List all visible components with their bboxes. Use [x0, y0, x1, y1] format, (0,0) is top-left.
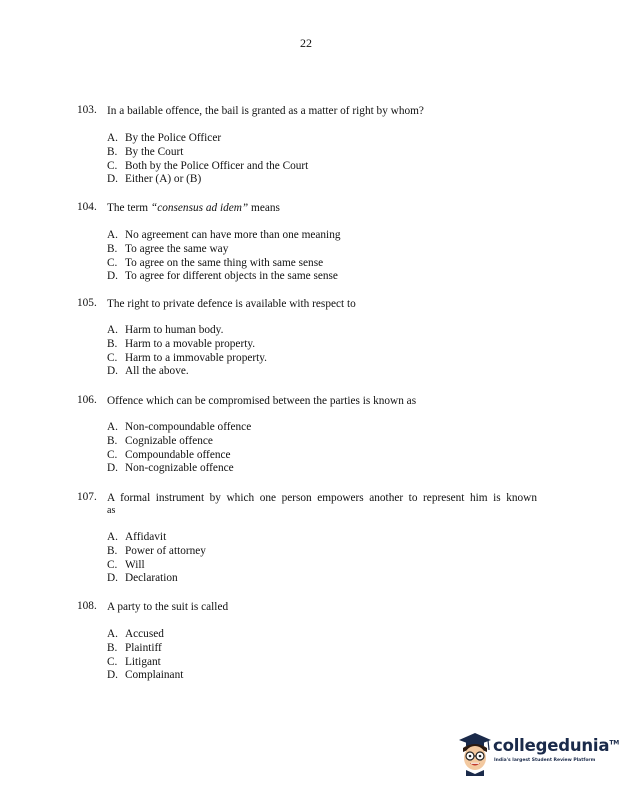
- option-d: D. Either (A) or (B): [107, 173, 202, 186]
- italic-term: “consensus ad idem”: [150, 202, 249, 214]
- logo-wordmark: collegedunia™: [493, 736, 619, 755]
- option-b: B. Harm to a movable property.: [107, 337, 256, 350]
- question-number: 104.: [77, 201, 97, 213]
- page-number: 22: [300, 36, 312, 50]
- question-text-continued: as: [107, 505, 116, 516]
- option-b: B. To agree the same way: [107, 242, 229, 255]
- option-list: [107, 229, 341, 284]
- collegedunia-logo[interactable]: [455, 728, 619, 776]
- question-106: [0, 394, 612, 475]
- option-b: B. Power of attorney: [107, 544, 206, 557]
- option-c: C. To agree on the same thing with same sense: [107, 256, 324, 269]
- question-number: 106.: [77, 394, 97, 406]
- option-c: C. Both by the Police Officer and the Court: [107, 159, 309, 172]
- option-a: A. Non-compoundable offence: [107, 421, 252, 433]
- question-text: In a bailable offence, the bail is granted as a matter of right by whom?: [107, 105, 424, 117]
- question-number: 105.: [77, 297, 97, 309]
- question-108: [0, 600, 612, 682]
- question-104: [0, 201, 612, 283]
- option-list: [107, 628, 183, 683]
- mascot-face-icon: [455, 728, 495, 776]
- option-c: C. Harm to a immovable property.: [107, 351, 268, 364]
- question-number: 103.: [77, 104, 97, 116]
- question-107: [0, 491, 612, 585]
- question-105: [0, 297, 612, 378]
- question-text: Offence which can be compromised between the parties is known as: [107, 395, 417, 407]
- option-c: C. Compoundable offence: [107, 448, 231, 461]
- option-a: A. No agreement can have more than one meaning: [107, 229, 341, 241]
- option-list: [107, 531, 206, 586]
- option-d: D. To agree for different objects in the same sense: [107, 270, 338, 283]
- option-b: B. By the Court: [107, 145, 184, 158]
- option-list: [107, 324, 267, 379]
- option-list: [107, 421, 251, 476]
- option-b: B. Cognizable offence: [107, 434, 213, 447]
- option-d: D. Declaration: [107, 572, 178, 585]
- question-103: [0, 104, 612, 186]
- question-text: A party to the suit is called: [107, 601, 229, 613]
- logo-tagline: India's largest Student Review Platform: [494, 758, 596, 763]
- option-a: A. Accused: [107, 628, 164, 640]
- question-text: The right to private defence is available with respect to: [107, 298, 356, 310]
- option-c: C. Will: [107, 558, 145, 571]
- option-a: A. Harm to human body.: [107, 324, 224, 336]
- option-a: A. Affidavit: [107, 531, 167, 543]
- option-d: D. All the above.: [107, 365, 189, 378]
- option-c: C. Litigant: [107, 655, 161, 668]
- question-text: A formal instrument by which one person empowers another to represent him is known: [107, 492, 537, 504]
- question-number: 108.: [77, 600, 97, 612]
- option-list: [107, 132, 308, 187]
- option-a: A. By the Police Officer: [107, 132, 222, 144]
- question-text: The term “consensus ad idem” means: [107, 202, 280, 214]
- option-b: B. Plaintiff: [107, 641, 162, 654]
- option-d: D. Non-cognizable offence: [107, 462, 234, 475]
- option-d: D. Complainant: [107, 669, 184, 682]
- question-number: 107.: [77, 491, 97, 503]
